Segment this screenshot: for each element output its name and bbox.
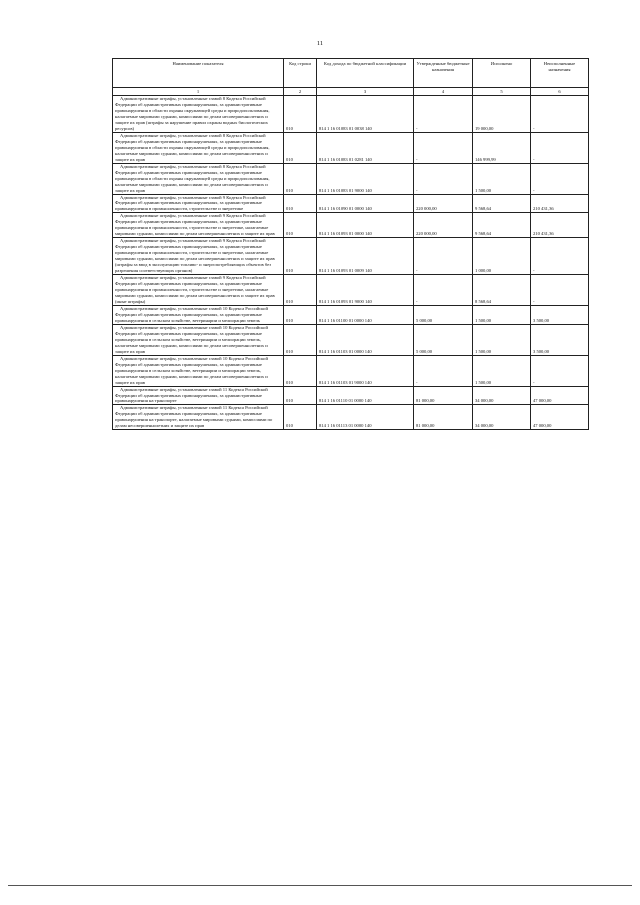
row-income-code: 814 1 16 01093 01 0000 140 bbox=[317, 213, 414, 238]
row-income-code: 814 1 16 01103 01 0000 140 bbox=[317, 324, 414, 355]
row-name: Административные штрафы, установленные главой 11 Кодекса Российской Федерации об административных правонарушениях, за административные правонарушения на транспорте, налагаемые мировыми судьями, комиссиями по делам несовершеннолетних и защите их прав bbox=[113, 405, 284, 430]
row-line-code: 010 bbox=[284, 355, 317, 386]
column-number: 3 bbox=[317, 88, 414, 96]
budget-execution-table bbox=[112, 58, 589, 430]
row-line-code: 010 bbox=[284, 194, 317, 213]
row-unexecuted: 47 000,00 bbox=[531, 405, 589, 430]
column-numbers-row bbox=[113, 88, 589, 96]
row-executed: 1 500,00 bbox=[473, 355, 531, 386]
row-income-code: 814 1 16 01103 01 9000 140 bbox=[317, 355, 414, 386]
row-line-code: 010 bbox=[284, 405, 317, 430]
row-approved: 220 000,00 bbox=[414, 194, 473, 213]
bottom-divider bbox=[8, 885, 632, 886]
row-name: Административные штрафы, установленные главой 8 Кодекса Российской Федерации об административных правонарушениях, за административные правонарушения в области охраны окружающей среды и природопользования, налагаемые мировыми судьями, комиссиями по делам несовершеннолетних и защите их прав bbox=[113, 132, 284, 163]
row-line-code: 010 bbox=[284, 163, 317, 194]
table-row bbox=[113, 96, 589, 133]
row-income-code: 814 1 16 01083 01 0281 140 bbox=[317, 132, 414, 163]
row-executed: 19 000,00 bbox=[473, 96, 531, 133]
row-executed: 9 568,64 bbox=[473, 213, 531, 238]
row-name: Административные штрафы, установленные главой 9 Кодекса Российской Федерации об административных правонарушениях, за административные правонарушения в промышленности, строительстве и энергетике, налагаемые мировыми судьями, комиссиями по делам несовершеннолетних и защите их прав bbox=[113, 213, 284, 238]
column-number: 2 bbox=[284, 88, 317, 96]
row-line-code: 010 bbox=[284, 305, 317, 324]
table-row bbox=[113, 355, 589, 386]
row-name: Административные штрафы, установленные главой 8 Кодекса Российской Федерации об административных правонарушениях, за административные правонарушения в области охраны окружающей среды и природопользования, налагаемые мировыми судьями, комиссиями по делам несовершеннолетних и защите их прав bbox=[113, 163, 284, 194]
table-row bbox=[113, 386, 589, 405]
row-line-code: 010 bbox=[284, 213, 317, 238]
header-executed: Исполнено bbox=[473, 59, 531, 88]
row-unexecuted: - bbox=[531, 96, 589, 133]
header-indicator-name: Наименование показателя bbox=[113, 59, 284, 88]
row-approved: - bbox=[414, 132, 473, 163]
row-line-code: 010 bbox=[284, 238, 317, 275]
row-line-code: 010 bbox=[284, 324, 317, 355]
row-approved: - bbox=[414, 275, 473, 306]
row-line-code: 010 bbox=[284, 132, 317, 163]
table-header-row bbox=[113, 59, 589, 88]
row-name: Административные штрафы, установленные главой 9 Кодекса Российской Федерации об административных правонарушениях, за административные правонарушения в промышленности, строительстве и энергетике bbox=[113, 194, 284, 213]
table-row bbox=[113, 163, 589, 194]
row-approved: - bbox=[414, 163, 473, 194]
row-unexecuted: - bbox=[531, 355, 589, 386]
header-approved: Утвержденные бюджетные назначения bbox=[414, 59, 473, 88]
row-income-code: 814 1 16 01100 01 0000 140 bbox=[317, 305, 414, 324]
row-unexecuted: 210 431,36 bbox=[531, 213, 589, 238]
row-name: Административные штрафы, установленные главой 8 Кодекса Российской Федерации об административных правонарушениях, за административные правонарушения в области охраны окружающей среды и природопользования, налагаемые мировыми судьями, комиссиями по делам несовершеннолетних и защите их прав (штрафы за нарушение правил охраны водных биологических ресурсов) bbox=[113, 96, 284, 133]
row-executed: 1 500,00 bbox=[473, 324, 531, 355]
row-name: Административные штрафы, установленные главой 10 Кодекса Российской Федерации об административных правонарушениях, за административные правонарушения в сельском хозяйстве, ветеринарии и мелиорации земель bbox=[113, 305, 284, 324]
row-name: Административные штрафы, установленные главой 10 Кодекса Российской Федерации об административных правонарушениях, за административные правонарушения в сельском хозяйстве, ветеринарии и мелиорации земель, налагаемые мировыми судьями, комиссиями по делам несовершеннолетних и защите их прав bbox=[113, 355, 284, 386]
row-unexecuted: - bbox=[531, 163, 589, 194]
table-row bbox=[113, 324, 589, 355]
table-row bbox=[113, 238, 589, 275]
row-name: Административные штрафы, установленные главой 11 Кодекса Российской Федерации об административных правонарушениях, за административные правонарушения на транспорте bbox=[113, 386, 284, 405]
row-executed: 34 000,00 bbox=[473, 405, 531, 430]
row-line-code: 010 bbox=[284, 96, 317, 133]
row-approved: - bbox=[414, 96, 473, 133]
row-approved: 5 000,00 bbox=[414, 324, 473, 355]
row-unexecuted: - bbox=[531, 238, 589, 275]
table-row bbox=[113, 132, 589, 163]
row-executed: 34 000,00 bbox=[473, 386, 531, 405]
row-name: Административные штрафы, установленные главой 9 Кодекса Российской Федерации об административных правонарушениях, за административные правонарушения в промышленности, строительстве и энергетике, налагаемые мировыми судьями, комиссиями по делам несовершеннолетних и защите их прав (штрафы за ввод в эксплуатацию топливо- и энергопотребляющих объектов без разрешения соответствующих органов) bbox=[113, 238, 284, 275]
row-approved: 5 000,00 bbox=[414, 305, 473, 324]
row-line-code: 010 bbox=[284, 275, 317, 306]
row-income-code: 814 1 16 01083 01 0038 140 bbox=[317, 96, 414, 133]
row-executed: 8 568,64 bbox=[473, 275, 531, 306]
table-row bbox=[113, 275, 589, 306]
page-number: 11 bbox=[316, 40, 324, 47]
row-unexecuted: - bbox=[531, 132, 589, 163]
row-executed: 1 500,00 bbox=[473, 163, 531, 194]
row-unexecuted: 210 431,36 bbox=[531, 194, 589, 213]
row-income-code: 814 1 16 01090 01 0000 140 bbox=[317, 194, 414, 213]
row-income-code: 814 1 16 01110 01 0000 140 bbox=[317, 386, 414, 405]
row-income-code: 814 1 16 01083 01 9000 140 bbox=[317, 163, 414, 194]
row-line-code: 010 bbox=[284, 386, 317, 405]
header-line-code: Код строки bbox=[284, 59, 317, 88]
row-executed: 1 000,00 bbox=[473, 238, 531, 275]
row-executed: 9 568,64 bbox=[473, 194, 531, 213]
row-approved: 81 000,00 bbox=[414, 386, 473, 405]
row-approved: 220 000,00 bbox=[414, 213, 473, 238]
row-approved: 81 000,00 bbox=[414, 405, 473, 430]
header-income-code: Код дохода по бюджетной классификации bbox=[317, 59, 414, 88]
row-executed: 146 999,99 bbox=[473, 132, 531, 163]
row-approved: - bbox=[414, 238, 473, 275]
row-executed: 1 500,00 bbox=[473, 305, 531, 324]
row-unexecuted: - bbox=[531, 275, 589, 306]
row-unexecuted: 3 500,00 bbox=[531, 305, 589, 324]
row-name: Административные штрафы, установленные главой 9 Кодекса Российской Федерации об административных правонарушениях, за административные правонарушения в промышленности, строительстве и энергетике, налагаемые мировыми судьями, комиссиями по делам несовершеннолетних и защите их прав (иные штрафы) bbox=[113, 275, 284, 306]
row-unexecuted: 47 000,00 bbox=[531, 386, 589, 405]
column-number: 4 bbox=[414, 88, 473, 96]
column-number: 5 bbox=[473, 88, 531, 96]
table-row bbox=[113, 405, 589, 430]
table-row bbox=[113, 213, 589, 238]
row-income-code: 814 1 16 01093 01 9000 140 bbox=[317, 275, 414, 306]
row-income-code: 814 1 16 01113 01 0000 140 bbox=[317, 405, 414, 430]
header-unexecuted: Неисполненные назначения bbox=[531, 59, 589, 88]
table-row bbox=[113, 194, 589, 213]
row-unexecuted: 3 500,00 bbox=[531, 324, 589, 355]
row-income-code: 814 1 16 01093 01 0009 140 bbox=[317, 238, 414, 275]
row-approved: - bbox=[414, 355, 473, 386]
column-number: 1 bbox=[113, 88, 284, 96]
table-row bbox=[113, 305, 589, 324]
row-name: Административные штрафы, установленные главой 10 Кодекса Российской Федерации об административных правонарушениях, за административные правонарушения в сельском хозяйстве, ветеринарии и мелиорации земель, налагаемые мировыми судьями, комиссиями по делам несовершеннолетних и защите их прав bbox=[113, 324, 284, 355]
column-number: 6 bbox=[531, 88, 589, 96]
